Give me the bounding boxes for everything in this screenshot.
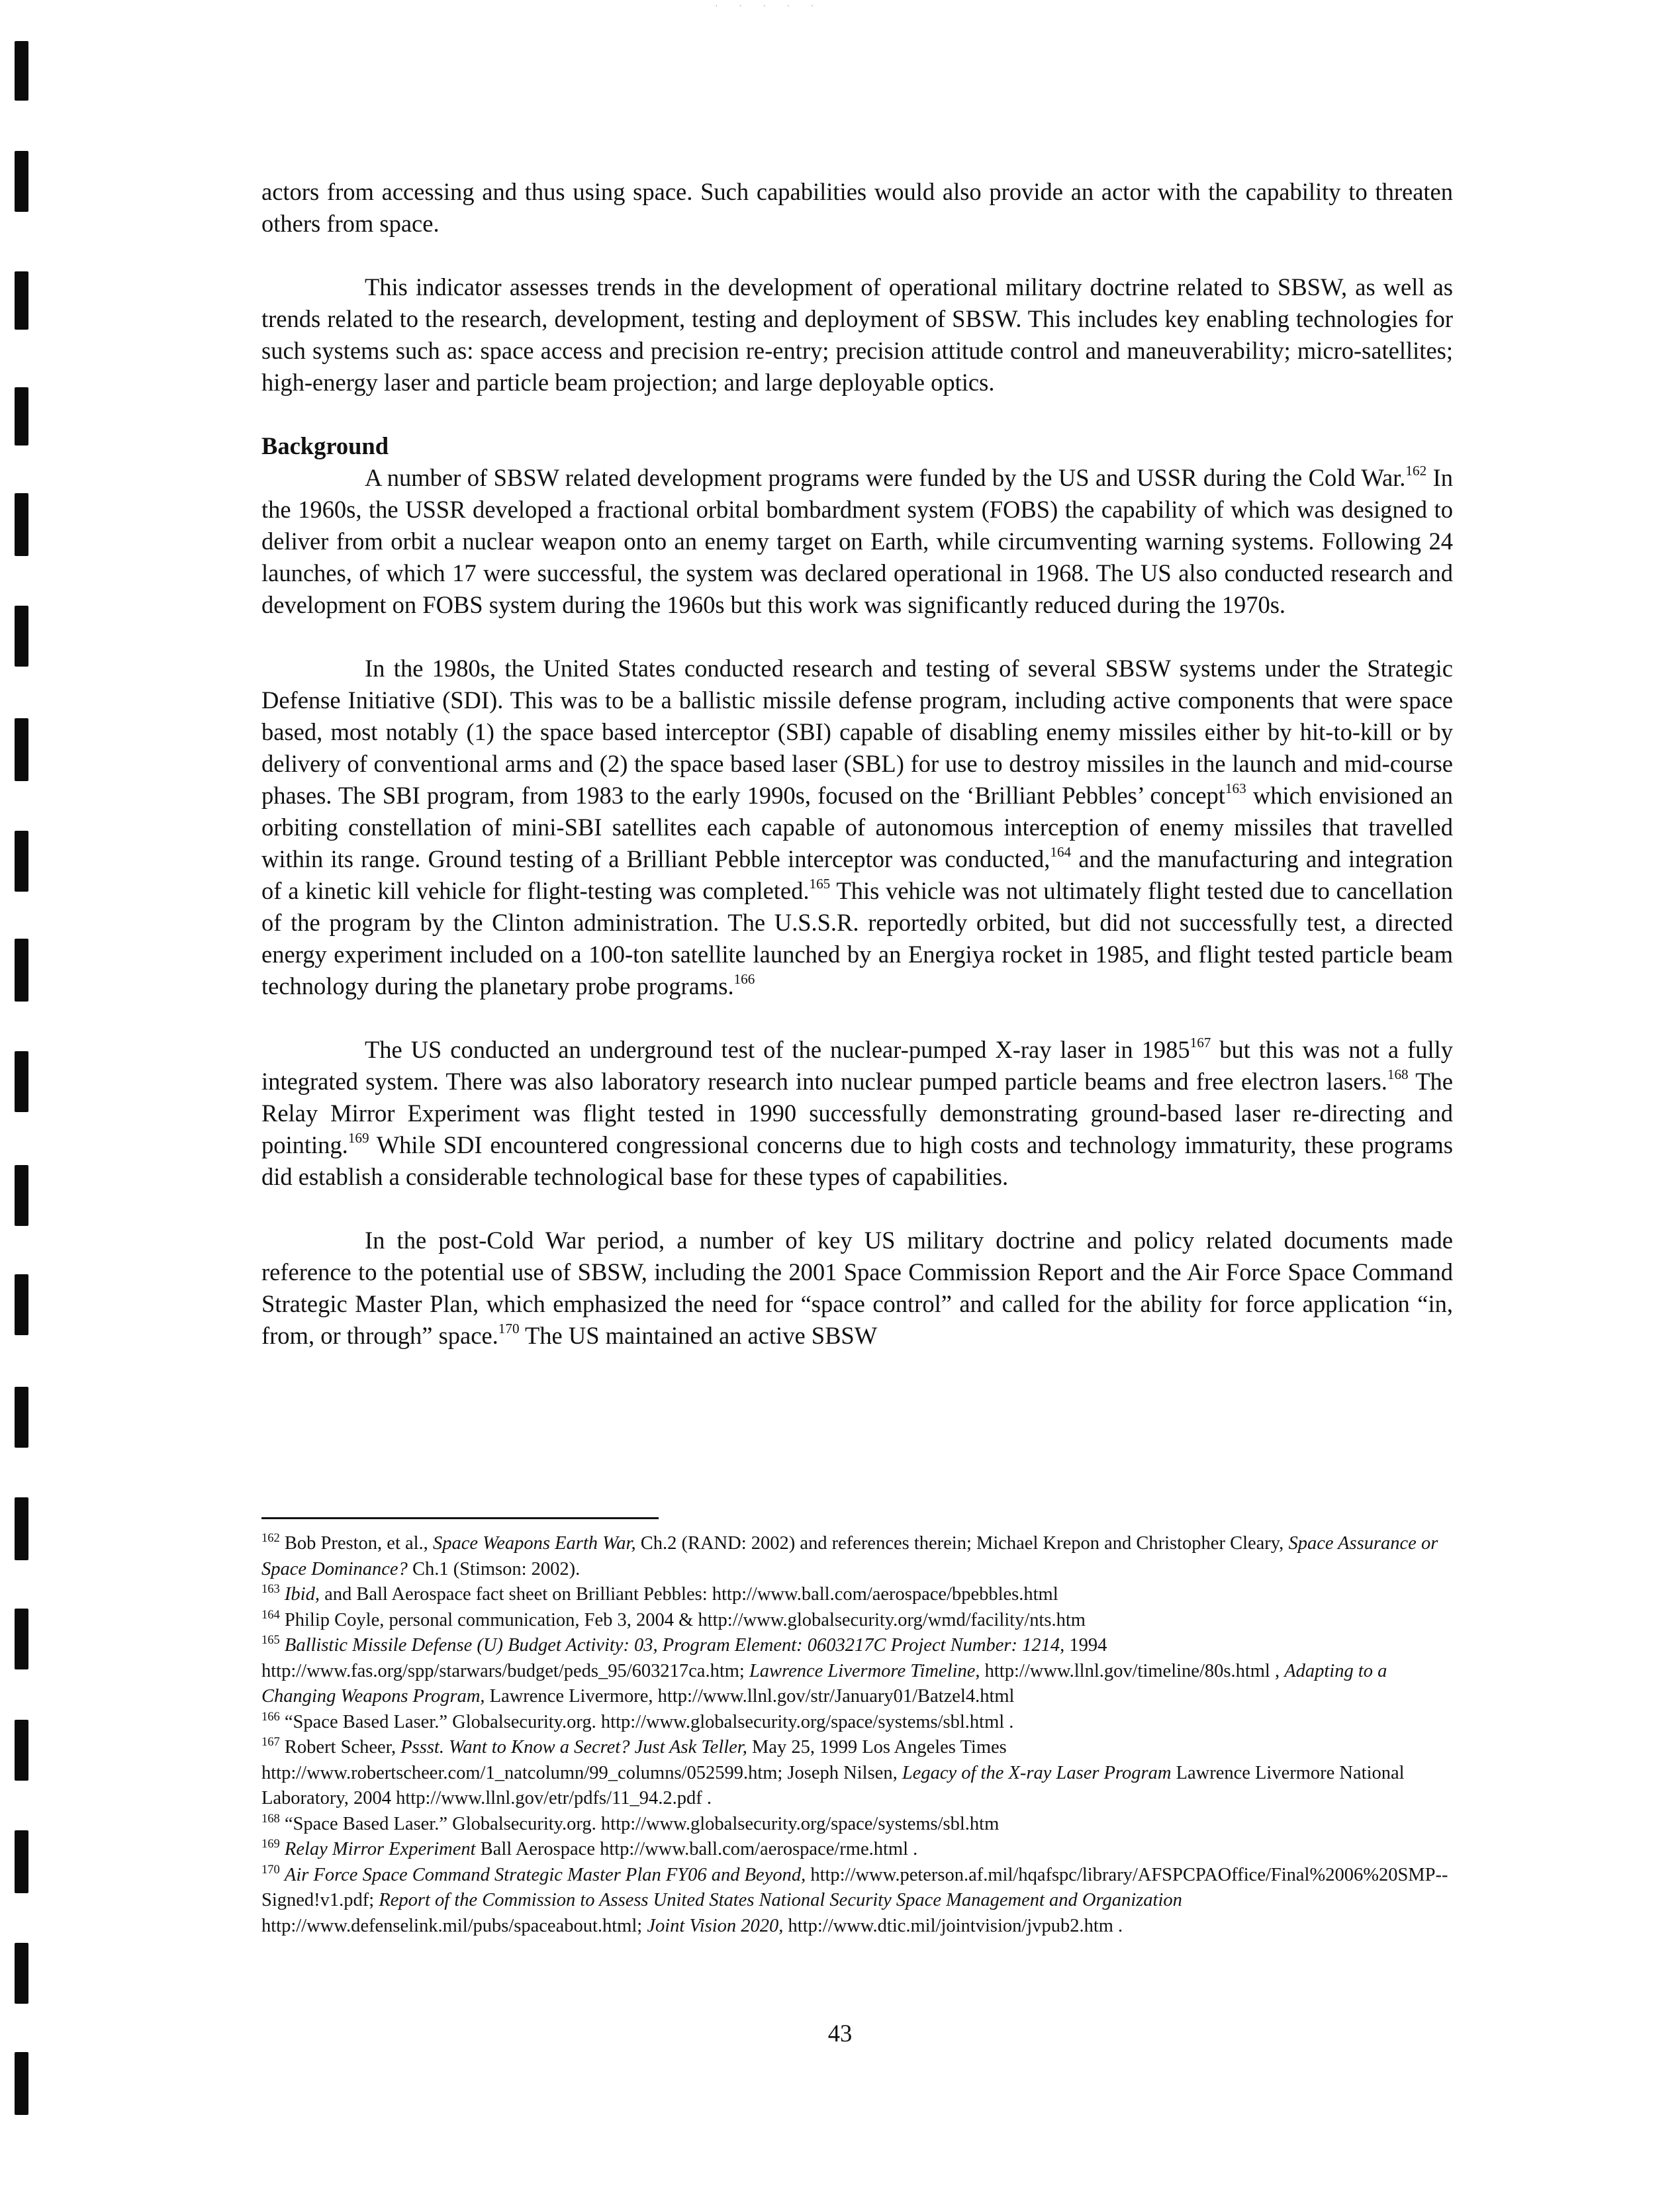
scan-bar [15, 1274, 28, 1335]
scan-bar [15, 41, 28, 101]
scan-bar [15, 1387, 28, 1448]
paragraph-continuation: actors from accessing and thus using space. Such capabilities would also provide an actor with the capability to threaten others from space. [261, 178, 1453, 237]
scan-bar [15, 387, 28, 445]
scan-bar [15, 1497, 28, 1560]
scan-bar [15, 939, 28, 1002]
footnote-163: $^{163}$ Ibid, and Ball Aerospace fact sheet on Brilliant Pebbles: http://www.ball.com/aerospace/bpebbles.html [261, 1581, 1058, 1605]
scan-bar [15, 271, 28, 330]
scan-speck-marks: ˙ ˙ ˙ ˙ ˙ [715, 4, 823, 14]
scan-bar [15, 1830, 28, 1893]
scan-bar [15, 2052, 28, 2115]
footnote-ref: 166 [733, 971, 755, 988]
footnote-ref: 162 [1405, 463, 1427, 479]
scan-bar [15, 1720, 28, 1781]
footnote-169: $^{169}$ Relay Mirror Experiment Ball Aerospace http://www.ball.com/aerospace/rme.html . [261, 1836, 918, 1859]
footnote-165: $^{165}$ Ballistic Missile Defense (U) Budget Activity: 03, Program Element: 0603217C Project Number: 1214, 1994 http://www.fas.org/spp/starwars/budget/peds_95/603217ca.htm; Lawrence Livermore Timeline, http://www.llnl.gov/timeline/80s.html , Adapting to a Changing Weapons Program, Lawrence Livermore, http://www.llnl.gov/str/January01/Batzel4.html [261, 1632, 1387, 1707]
scan-bar [15, 1051, 28, 1112]
paragraph-post-cold-war: In the post-Cold War period, a number of key US military doctrine and policy related documents made reference to the potential use of SBSW, including the 2001 Space Commission Report and the Air Force Space Command Strategic Master Plan, which emphasized the need for “space control” and called for the ability for force application “in, from, or through” space.$^{170}$ The US maintained an active SBSW [261, 1227, 1453, 1349]
scan-bar [15, 1165, 28, 1226]
scan-bar [15, 151, 28, 212]
page-number: 43 [827, 2020, 853, 2047]
paragraph-indicator: This indicator assesses trends in the development of operational military doctrine related to SBSW, as well as trends related to the research, development, testing and deployment of SBSW. This includes key enabling technologies for such systems such as: space access and precision re-entry; precision attitude control and maneuverability; micro-satellites; high-energy laser and particle beam projection; and large deployable optics. [261, 273, 1453, 396]
footnotes-section [261, 1517, 1453, 1939]
footnote-170: $^{170}$ Air Force Space Command Strategic Master Plan FY06 and Beyond, http://www.peterson.af.mil/hqafspc/library/AFSPCPAOffice/Final%2006%20SMP--Signed!v1.pdf; Report of the Commission to Assess United States National Security Space Management and Organization http://www.defenselink.mil/pubs/spaceabout.html; Joint Vision 2020, http://www.dtic.mil/jointvision/jvpub2.htm . [261, 1862, 1448, 1936]
scan-bar [15, 1943, 28, 2004]
footnote-ref: 168 [1387, 1066, 1409, 1083]
footnote-ref: 170 [498, 1321, 520, 1337]
scan-bar [15, 493, 28, 556]
main-body [261, 176, 1453, 1352]
footnote-divider [261, 1517, 659, 1519]
footnote-162: $^{162}$ Bob Preston, et al., Space Weapons Earth War, Ch.2 (RAND: 2002) and references therein; Michael Krepon and Christopher Cleary, Space Assurance or Space Dominance? Ch.1 (Stimson: 2002). [261, 1530, 1438, 1579]
scan-bar [15, 1609, 28, 1669]
footnote-ref: 167 [1190, 1035, 1211, 1051]
scan-bar [15, 718, 28, 781]
paragraph-xray-laser: The US conducted an underground test of the nuclear-pumped X-ray laser in 1985$^{167}$ but this was not a fully integrated system. There was also laboratory research into nuclear pumped particle beams and free electron lasers.$^{168}$ The Relay Mirror Experiment was flight tested in 1990 successfully demonstrating ground-based laser re-directing and pointing.$^{169}$ While SDI encountered congressional concerns due to high costs and technology immaturity, these programs did establish a considerable technological base for these types of capabilities. [261, 1035, 1453, 1190]
footnote-164: $^{164}$ Philip Coyle, personal communication, Feb 3, 2004 & http://www.globalsecurity.org/wmd/facility/nts.htm [261, 1607, 1086, 1630]
footnote-ref: 169 [348, 1130, 369, 1147]
footnote-167: $^{167}$ Robert Scheer, Pssst. Want to Know a Secret? Just Ask Teller, May 25, 1999 Los Angeles Times http://www.robertscheer.com/1_natcolumn/99_columns/052599.htm; Joseph Nilsen, Legacy of the X-ray Laser Program Lawrence Livermore National Laboratory, 2004 http://www.llnl.gov/etr/pdfs/11_94.2.pdf . [261, 1734, 1405, 1808]
scan-bar [15, 606, 28, 667]
footnote-ref: 163 [1225, 780, 1246, 797]
section-heading-background: Background [261, 432, 389, 459]
scan-edge-bars [0, 0, 53, 2201]
footnote-ref: 165 [809, 876, 831, 892]
paragraph-sdi: In the 1980s, the United States conducted research and testing of several SBSW systems under the Strategic Defense Initiative (SDI). This was to be a ballistic missile defense program, including active components that were space based, most notably (1) the space based interceptor (SBI) capable of disabling enemy missiles either by hit-to-kill or by delivery of conventional arms and (2) the space based laser (SBL) for use to destroy missiles in the launch and mid-course phases. The SBI program, from 1983 to the early 1990s, focused on the ‘Brilliant Pebbles’ concept$^{163}$ which envisioned an orbiting constellation of mini-SBI satellites each capable of autonomous interception of enemy missiles that travelled within its range. Ground testing of a Brilliant Pebble interceptor was conducted,$^{164}$ and the manufacturing and integration of a kinetic kill vehicle for flight-testing was completed.$^{165}$ This vehicle was not ultimately flight tested due to cancellation of the program by the Clinton administration. The U.S.S.R. reportedly orbited, but did not successfully test, a directed energy experiment included on a 100-ton satellite launched by an Energiya rocket in 1985, and flight tested particle beam technology during the planetary probe programs.$^{166}$ [261, 655, 1453, 1000]
scan-bar [15, 831, 28, 892]
footnote-166: $^{166}$ “Space Based Laser.” Globalsecurity.org. http://www.globalsecurity.org/space/systems/sbl.html . [261, 1709, 1014, 1732]
footnote-ref: 164 [1050, 844, 1072, 861]
paragraph-cold-war: A number of SBSW related development programs were funded by the US and USSR during the Cold War.$^{162}$ In the 1960s, the USSR developed a fractional orbital bombardment system (FOBS) the capability of which was designed to deliver from orbit a nuclear weapon onto an enemy target on Earth, while circumventing warning systems. Following 24 launches, of which 17 were successful, the system was declared operational in 1968. The US also conducted research and development on FOBS system during the 1960s but this work was significantly reduced during the 1970s. [261, 463, 1453, 618]
footnote-168: $^{168}$ “Space Based Laser.” Globalsecurity.org. http://www.globalsecurity.org/space/systems/sbl.htm [261, 1811, 1000, 1834]
